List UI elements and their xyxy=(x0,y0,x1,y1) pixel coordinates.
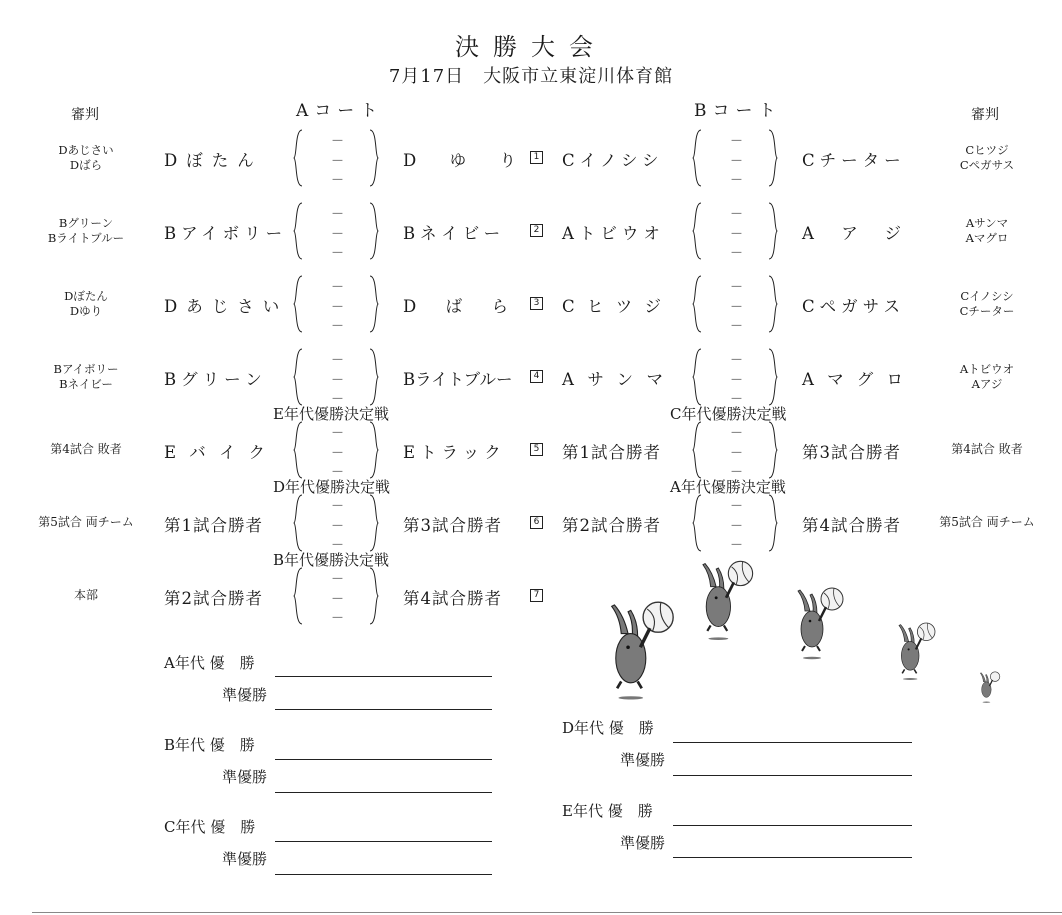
score-a5-1: － xyxy=(331,426,345,441)
score-a6-2: － xyxy=(331,519,345,534)
winner-line-b[interactable] xyxy=(275,759,492,760)
team-b6-right: 第4試合勝者 xyxy=(802,516,901,535)
team-a5-left: Eバイク xyxy=(164,443,274,462)
team-b5-left: 第1試合勝者 xyxy=(562,443,661,462)
runner-line-e[interactable] xyxy=(673,857,912,858)
score-b1-3: － xyxy=(730,173,744,188)
referee-b2-team1: Aサンマ xyxy=(965,216,1009,230)
referee-a3 xyxy=(31,289,141,319)
referee-header-right: 審判 xyxy=(971,107,999,123)
court-a-label: Aコート xyxy=(296,101,384,121)
final-heading-e: E年代優勝決定戦 xyxy=(273,405,389,423)
team-a3-left: Dあじさい xyxy=(164,297,289,316)
rabbit-volleyball-icon xyxy=(787,585,849,661)
final-heading-b: B年代優勝決定戦 xyxy=(273,551,390,569)
referee-a3-team1: Dぼたん xyxy=(64,289,108,303)
team-a7-left: 第2試合勝者 xyxy=(164,589,263,608)
team-b3-left: Cヒツジ xyxy=(562,297,670,316)
runner-label-b: 準優勝 xyxy=(222,768,268,786)
final-heading-a: A年代優勝決定戦 xyxy=(670,478,786,496)
winner-line-d[interactable] xyxy=(673,742,912,743)
score-b1-1: － xyxy=(730,134,744,149)
score-b6-3: － xyxy=(730,538,744,553)
team-a5-right: Eトラック xyxy=(403,443,506,462)
score-a3-1: － xyxy=(331,280,345,295)
referee-a4-team2: Bネイビー xyxy=(59,377,113,391)
referee-b1 xyxy=(932,143,1042,173)
winner-label-e: E年代 優 勝 xyxy=(562,802,653,820)
score-a4-3: － xyxy=(331,392,345,407)
team-b5-right: 第3試合勝者 xyxy=(802,443,901,462)
score-b6-1: － xyxy=(730,499,744,514)
score-b5-3: － xyxy=(730,465,744,480)
referee-b1-team1: Cヒツジ xyxy=(965,143,1009,157)
team-a2-left: Bアイボリー xyxy=(164,224,288,243)
score-b1-2: － xyxy=(730,154,744,169)
score-a5-2: － xyxy=(331,446,345,461)
final-heading-d: D年代優勝決定戦 xyxy=(273,478,391,496)
score-b5-2: － xyxy=(730,446,744,461)
match-number-3: 3 xyxy=(530,297,543,310)
team-a6-right: 第3試合勝者 xyxy=(403,516,502,535)
referee-a7-team1: 本部 xyxy=(73,588,98,602)
score-a1-2: － xyxy=(331,154,345,169)
score-a3-3: － xyxy=(331,319,345,334)
team-a2-right: Bネイビー xyxy=(403,224,506,243)
referee-b1-team2: Cペガサス xyxy=(959,158,1015,172)
referee-a4-team1: Bアイボリー xyxy=(53,362,119,376)
rabbit-volleyball-icon xyxy=(691,558,759,642)
referee-b2-team2: Aマグロ xyxy=(965,231,1009,245)
score-a4-1: － xyxy=(331,353,345,368)
referee-a5 xyxy=(31,442,141,457)
referee-b3-team2: Cチーター xyxy=(959,304,1015,318)
court-b-label: Bコート xyxy=(694,101,782,121)
match-number-7: 7 xyxy=(530,589,543,602)
runner-line-d[interactable] xyxy=(673,775,912,776)
match-number-4: 4 xyxy=(530,370,543,383)
referee-b5 xyxy=(932,442,1042,457)
team-b2-right: Aアジ xyxy=(802,224,910,243)
team-a1-left: Dぼたん xyxy=(164,151,263,170)
referee-b6-team1: 第5試合 両チーム xyxy=(939,515,1035,529)
winner-line-c[interactable] xyxy=(275,841,492,842)
score-a4-2: － xyxy=(331,373,345,388)
referee-b2 xyxy=(932,216,1042,246)
referee-a1-team2: Dばら xyxy=(69,158,103,172)
team-b6-left: 第2試合勝者 xyxy=(562,516,661,535)
score-b5-1: － xyxy=(730,426,744,441)
score-a7-3: － xyxy=(331,611,345,626)
score-b3-1: － xyxy=(730,280,744,295)
winner-label-b: B年代 優 勝 xyxy=(164,736,255,754)
score-b4-2: － xyxy=(730,373,744,388)
runner-label-d: 準優勝 xyxy=(620,751,666,769)
team-b4-right: Aマグロ xyxy=(802,370,912,389)
page-subtitle: 7月17日 大阪市立東淀川体育館 xyxy=(388,66,674,87)
score-a2-3: － xyxy=(331,246,345,261)
match-number-1: 1 xyxy=(530,151,543,164)
team-a4-right: Bライトブルー xyxy=(403,370,513,389)
referee-b3-team1: Cイノシシ xyxy=(960,289,1014,303)
score-b2-2: － xyxy=(730,227,744,242)
winner-line-a[interactable] xyxy=(275,676,492,677)
score-a6-3: － xyxy=(331,538,345,553)
score-b4-3: － xyxy=(730,392,744,407)
referee-b4-team2: Aアジ xyxy=(971,377,1003,391)
team-b3-right: Cペガサス xyxy=(802,297,905,316)
referee-a2 xyxy=(31,216,141,246)
runner-label-a: 準優勝 xyxy=(222,686,268,704)
referee-b4 xyxy=(932,362,1042,392)
rabbit-volleyball-icon xyxy=(891,616,939,686)
referee-a5-team1: 第4試合 敗者 xyxy=(50,442,122,456)
referee-b5-team1: 第4試合 敗者 xyxy=(951,442,1023,456)
rabbit-volleyball-icon xyxy=(598,598,680,702)
runner-label-e: 準優勝 xyxy=(620,834,666,852)
runner-label-c: 準優勝 xyxy=(222,850,268,868)
team-a7-right: 第4試合勝者 xyxy=(403,589,502,608)
score-a7-2: － xyxy=(331,592,345,607)
referee-header-left: 審判 xyxy=(71,107,99,123)
match-number-5: 5 xyxy=(530,443,543,456)
team-a1-right: Dゆり xyxy=(403,151,521,170)
runner-line-b[interactable] xyxy=(275,792,492,793)
winner-label-a: A年代 優 勝 xyxy=(164,654,255,672)
winner-line-e[interactable] xyxy=(673,825,912,826)
team-b1-right: Cチーター xyxy=(802,151,906,170)
match-number-2: 2 xyxy=(530,224,543,237)
team-b4-left: Aサンマ xyxy=(562,370,672,389)
referee-b4-team1: Aトビウオ xyxy=(959,362,1015,376)
score-b2-1: － xyxy=(730,207,744,222)
referee-a2-team1: Bグリーン xyxy=(58,216,114,230)
referee-a6-team1: 第5試合 両チーム xyxy=(38,515,134,529)
runner-line-a[interactable] xyxy=(275,709,492,710)
score-b6-2: － xyxy=(730,519,744,534)
score-a1-3: － xyxy=(331,173,345,188)
score-a1-1: － xyxy=(331,134,345,149)
rabbit-volleyball-icon xyxy=(976,664,1002,710)
team-a4-left: Bグリーン xyxy=(164,370,267,389)
winner-label-c: C年代 優 勝 xyxy=(164,818,256,836)
score-a5-3: － xyxy=(331,465,345,480)
team-b1-left: Cイノシシ xyxy=(562,151,664,170)
referee-a4 xyxy=(31,362,141,392)
score-b4-1: － xyxy=(730,353,744,368)
referee-a7 xyxy=(31,588,141,603)
page-bottom-rule xyxy=(32,912,1062,913)
score-b3-2: － xyxy=(730,300,744,315)
match-number-6: 6 xyxy=(530,516,543,529)
score-b2-3: － xyxy=(730,246,744,261)
score-a3-2: － xyxy=(331,300,345,315)
referee-b6 xyxy=(924,515,1050,530)
winner-label-d: D年代 優 勝 xyxy=(562,719,654,737)
team-a6-left: 第1試合勝者 xyxy=(164,516,263,535)
referee-a1-team1: Dあじさい xyxy=(58,143,114,157)
score-a2-2: － xyxy=(331,227,345,242)
score-a6-1: － xyxy=(331,499,345,514)
referee-a2-team2: Bライトブルー xyxy=(47,231,125,245)
referee-a3-team2: Dゆり xyxy=(69,304,103,318)
score-a7-1: － xyxy=(331,572,345,587)
runner-line-c[interactable] xyxy=(275,874,492,875)
referee-a6 xyxy=(31,515,141,530)
team-a3-right: Dばら xyxy=(403,297,513,316)
referee-b3 xyxy=(932,289,1042,319)
referee-a1 xyxy=(31,143,141,173)
page-title: 決勝大会 xyxy=(455,33,607,61)
team-b2-left: Aトビウオ xyxy=(562,224,665,243)
final-heading-c: C年代優勝決定戦 xyxy=(670,405,787,423)
score-b3-3: － xyxy=(730,319,744,334)
score-a2-1: － xyxy=(331,207,345,222)
